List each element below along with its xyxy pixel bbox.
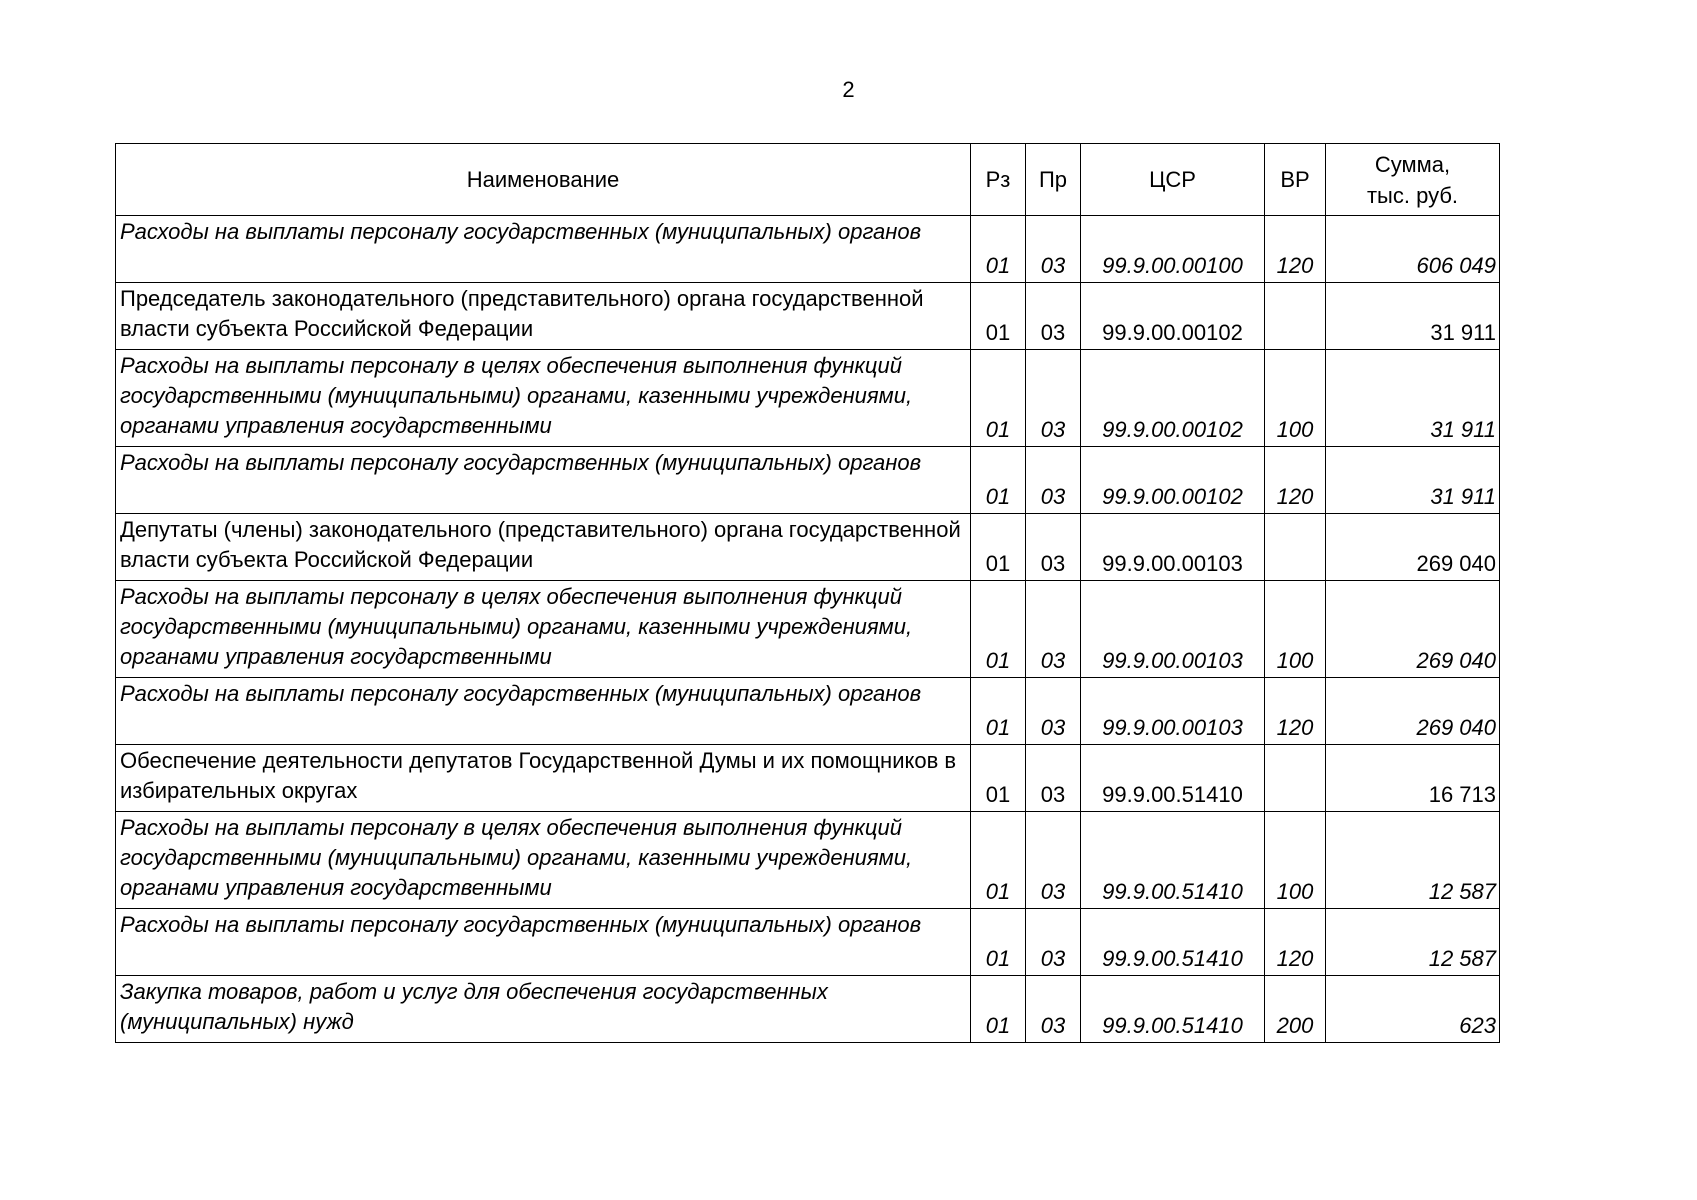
cell-rz: 01 [971, 216, 1026, 283]
cell-name [116, 216, 971, 283]
cell-vr [1265, 514, 1326, 581]
cell-sum: 269 040 [1326, 514, 1500, 581]
table-row [116, 909, 1500, 976]
cell-csr: 99.9.00.00103 [1081, 514, 1265, 581]
header-sum-unit: тыс. руб. [1366, 182, 1459, 208]
header-csr: ЦСР [1081, 144, 1265, 216]
cell-sum: 31 911 [1326, 350, 1500, 447]
table-row [116, 678, 1500, 745]
cell-vr [1265, 283, 1326, 350]
table-body [116, 216, 1500, 1043]
cell-rz: 01 [971, 514, 1026, 581]
table-row [116, 581, 1500, 678]
table-row [116, 216, 1500, 283]
cell-pr: 03 [1026, 745, 1081, 812]
cell-pr: 03 [1026, 350, 1081, 447]
table-row [116, 812, 1500, 909]
table-row [116, 350, 1500, 447]
cell-pr: 03 [1026, 909, 1081, 976]
cell-rz: 01 [971, 350, 1026, 447]
cell-csr: 99.9.00.51410 [1081, 812, 1265, 909]
cell-sum: 606 049 [1326, 216, 1500, 283]
cell-csr: 99.9.00.00102 [1081, 283, 1265, 350]
cell-pr: 03 [1026, 581, 1081, 678]
cell-name-text: Расходы на выплаты персоналу государственных (муниципальных) органов [120, 450, 922, 475]
budget-table [115, 143, 1500, 1043]
cell-name [116, 514, 971, 581]
cell-pr: 03 [1026, 447, 1081, 514]
cell-pr: 03 [1026, 216, 1081, 283]
cell-name [116, 909, 971, 976]
cell-sum: 269 040 [1326, 581, 1500, 678]
cell-name-text: Обеспечение деятельности депутатов Государственной Думы и их помощников в избирательных округах [120, 748, 957, 803]
cell-csr: 99.9.00.00103 [1081, 678, 1265, 745]
cell-name-text: Расходы на выплаты персоналу в целях обеспечения выполнения функций государственными (муниципальными) органами, казенными учреждениями, органами управления государственными [120, 353, 913, 438]
cell-pr: 03 [1026, 514, 1081, 581]
cell-name [116, 812, 971, 909]
cell-name-text: Депутаты (члены) законодательного (представительного) органа государственной власти субъекта Российской Федерации [120, 517, 961, 572]
cell-csr: 99.9.00.51410 [1081, 909, 1265, 976]
cell-rz: 01 [971, 447, 1026, 514]
table-header-row [116, 144, 1500, 216]
table-row [116, 976, 1500, 1043]
header-vr: ВР [1265, 144, 1326, 216]
cell-name [116, 581, 971, 678]
cell-csr: 99.9.00.00102 [1081, 447, 1265, 514]
cell-csr: 99.9.00.51410 [1081, 745, 1265, 812]
cell-vr [1265, 745, 1326, 812]
cell-vr: 100 [1265, 812, 1326, 909]
cell-pr: 03 [1026, 283, 1081, 350]
cell-rz: 01 [971, 976, 1026, 1043]
cell-csr: 99.9.00.51410 [1081, 976, 1265, 1043]
cell-pr: 03 [1026, 678, 1081, 745]
header-rz: Рз [971, 144, 1026, 216]
table-row [116, 283, 1500, 350]
cell-vr: 120 [1265, 447, 1326, 514]
cell-name [116, 745, 971, 812]
cell-sum: 12 587 [1326, 909, 1500, 976]
cell-pr: 03 [1026, 976, 1081, 1043]
cell-pr: 03 [1026, 812, 1081, 909]
cell-name-text: Расходы на выплаты персоналу в целях обеспечения выполнения функций государственными (муниципальными) органами, казенными учреждениями, органами управления государственными [120, 584, 913, 669]
page-number: 2 [842, 77, 855, 102]
cell-rz: 01 [971, 678, 1026, 745]
header-pr: Пр [1026, 144, 1081, 216]
cell-vr: 100 [1265, 581, 1326, 678]
cell-rz: 01 [971, 812, 1026, 909]
cell-sum: 16 713 [1326, 745, 1500, 812]
cell-name [116, 283, 971, 350]
table-row [116, 514, 1500, 581]
cell-rz: 01 [971, 745, 1026, 812]
cell-rz: 01 [971, 581, 1026, 678]
cell-rz: 01 [971, 909, 1026, 976]
cell-vr: 100 [1265, 350, 1326, 447]
cell-name-text: Расходы на выплаты персоналу государственных (муниципальных) органов [120, 219, 922, 244]
cell-name [116, 350, 971, 447]
cell-vr: 120 [1265, 216, 1326, 283]
cell-csr: 99.9.00.00100 [1081, 216, 1265, 283]
cell-name-text: Расходы на выплаты персоналу государственных (муниципальных) органов [120, 681, 922, 706]
cell-name [116, 976, 971, 1043]
cell-sum: 623 [1326, 976, 1500, 1043]
cell-sum: 12 587 [1326, 812, 1500, 909]
header-sum-label: Сумма, [1374, 151, 1451, 177]
header-name: Наименование [116, 144, 971, 216]
cell-sum: 31 911 [1326, 283, 1500, 350]
cell-vr: 200 [1265, 976, 1326, 1043]
cell-sum: 31 911 [1326, 447, 1500, 514]
cell-csr: 99.9.00.00102 [1081, 350, 1265, 447]
cell-name [116, 678, 971, 745]
cell-vr: 120 [1265, 678, 1326, 745]
cell-rz: 01 [971, 283, 1026, 350]
table-row [116, 447, 1500, 514]
cell-name-text: Расходы на выплаты персоналу в целях обеспечения выполнения функций государственными (муниципальными) органами, казенными учреждениями, органами управления государственными [120, 815, 913, 900]
cell-sum: 269 040 [1326, 678, 1500, 745]
table-row [116, 745, 1500, 812]
cell-csr: 99.9.00.00103 [1081, 581, 1265, 678]
header-sum [1326, 144, 1500, 216]
cell-vr: 120 [1265, 909, 1326, 976]
cell-name-text: Председатель законодательного (представительного) органа государственной власти субъекта Российской Федерации [120, 286, 924, 341]
cell-name-text: Расходы на выплаты персоналу государственных (муниципальных) органов [120, 912, 922, 937]
cell-name [116, 447, 971, 514]
cell-name-text: Закупка товаров, работ и услуг для обеспечения государственных (муниципальных) нужд [120, 979, 828, 1034]
